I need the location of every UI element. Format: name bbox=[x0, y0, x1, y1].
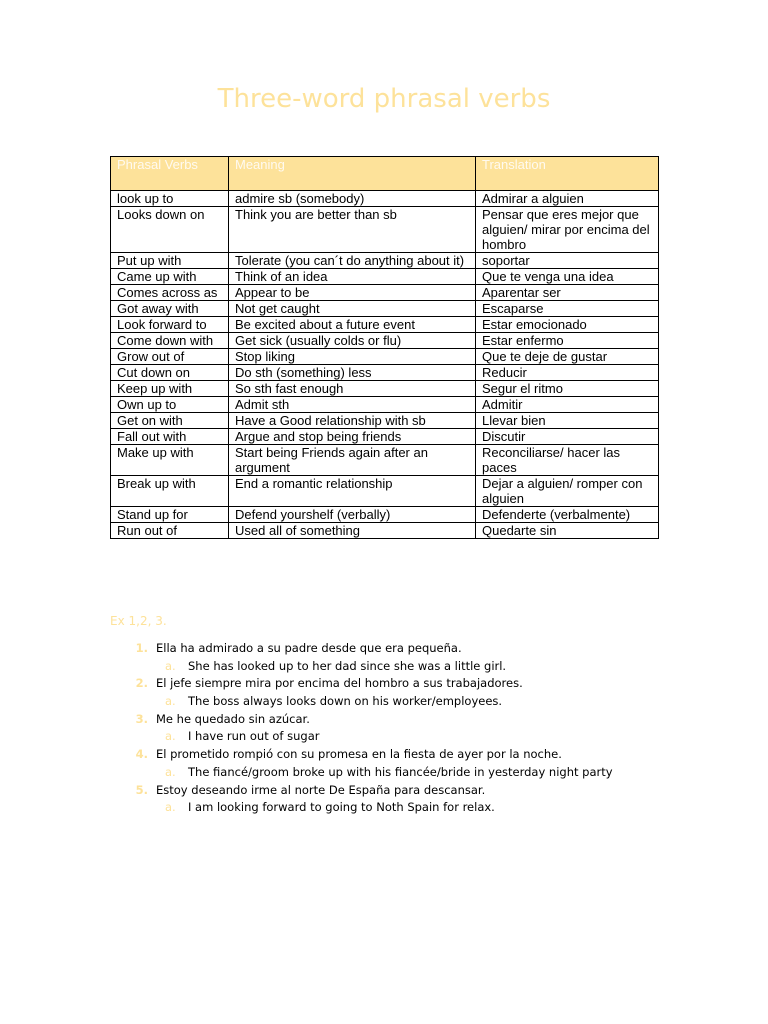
cell-translation: Llevar bien bbox=[476, 413, 659, 429]
cell-translation: Escaparse bbox=[476, 301, 659, 317]
cell-meaning: Get sick (usually colds or flu) bbox=[229, 333, 476, 349]
cell-meaning: Not get caught bbox=[229, 301, 476, 317]
exercise-label: Ex 1,2, 3. bbox=[110, 614, 167, 628]
cell-translation: Que te venga una idea bbox=[476, 269, 659, 285]
exercise-english-translation: She has looked up to her dad since she was a little girl. bbox=[188, 658, 507, 673]
exercise-answer bbox=[0, 765, 768, 783]
exercise-item bbox=[0, 747, 768, 765]
cell-meaning: Start being Friends again after an argument bbox=[229, 445, 476, 476]
table-row bbox=[111, 191, 659, 207]
cell-translation: Aparentar ser bbox=[476, 285, 659, 301]
exercise-item bbox=[0, 676, 768, 694]
cell-phrasal-verb: Put up with bbox=[111, 253, 229, 269]
cell-phrasal-verb: look up to bbox=[111, 191, 229, 207]
cell-phrasal-verb: Grow out of bbox=[111, 349, 229, 365]
exercise-number: 4. bbox=[135, 747, 148, 762]
table-row bbox=[111, 507, 659, 523]
answer-letter: a. bbox=[165, 800, 176, 815]
cell-translation: Admitir bbox=[476, 397, 659, 413]
cell-phrasal-verb: Comes across as bbox=[111, 285, 229, 301]
exercise-list bbox=[0, 641, 768, 818]
exercise-number: 1. bbox=[135, 641, 148, 655]
page-title: Three-word phrasal verbs bbox=[217, 84, 551, 114]
exercise-answer bbox=[0, 729, 768, 747]
answer-letter: a. bbox=[165, 694, 176, 709]
table-header-row bbox=[111, 157, 659, 191]
table-row bbox=[111, 413, 659, 429]
cell-meaning: admire sb (somebody) bbox=[229, 191, 476, 207]
cell-meaning: Do sth (something) less bbox=[229, 365, 476, 381]
cell-meaning: Think you are better than sb bbox=[229, 207, 476, 253]
cell-meaning: Stop liking bbox=[229, 349, 476, 365]
table-row bbox=[111, 397, 659, 413]
exercise-number: 5. bbox=[135, 782, 148, 797]
exercise-english-translation: The boss always looks down on his worker/employees. bbox=[188, 694, 503, 709]
table-row bbox=[111, 333, 659, 349]
cell-phrasal-verb: Fall out with bbox=[111, 429, 229, 445]
header-translation: Translation bbox=[476, 157, 659, 191]
cell-phrasal-verb: Cut down on bbox=[111, 365, 229, 381]
cell-translation: Estar enfermo bbox=[476, 333, 659, 349]
cell-meaning: Admit sth bbox=[229, 397, 476, 413]
cell-phrasal-verb: Break up with bbox=[111, 476, 229, 507]
header-phrasal-verbs: Phrasal Verbs bbox=[111, 157, 229, 191]
exercise-number: 3. bbox=[135, 711, 148, 726]
table-row bbox=[111, 349, 659, 365]
exercise-number: 2. bbox=[135, 676, 148, 691]
table-row bbox=[111, 523, 659, 539]
table-row bbox=[111, 445, 659, 476]
cell-translation: Que te deje de gustar bbox=[476, 349, 659, 365]
table-row bbox=[111, 253, 659, 269]
cell-meaning: So sth fast enough bbox=[229, 381, 476, 397]
cell-phrasal-verb: Stand up for bbox=[111, 507, 229, 523]
exercise-spanish-sentence: El prometido rompió con su promesa en la fiesta de ayer por la noche. bbox=[156, 747, 562, 762]
cell-phrasal-verb: Make up with bbox=[111, 445, 229, 476]
table-body bbox=[111, 191, 659, 539]
cell-phrasal-verb: Looks down on bbox=[111, 207, 229, 253]
cell-meaning: Defend yourshelf (verbally) bbox=[229, 507, 476, 523]
cell-meaning: Be excited about a future event bbox=[229, 317, 476, 333]
cell-meaning: Have a Good relationship with sb bbox=[229, 413, 476, 429]
table-row bbox=[111, 476, 659, 507]
cell-phrasal-verb: Get on with bbox=[111, 413, 229, 429]
cell-translation: Estar emocionado bbox=[476, 317, 659, 333]
header-meaning: Meaning bbox=[229, 157, 476, 191]
cell-phrasal-verb: Own up to bbox=[111, 397, 229, 413]
exercise-answer bbox=[0, 800, 768, 818]
table-row bbox=[111, 365, 659, 381]
cell-phrasal-verb: Look forward to bbox=[111, 317, 229, 333]
exercise-item bbox=[0, 712, 768, 730]
cell-phrasal-verb: Got away with bbox=[111, 301, 229, 317]
cell-meaning: Appear to be bbox=[229, 285, 476, 301]
table-row bbox=[111, 317, 659, 333]
exercise-spanish-sentence: El jefe siempre mira por encima del hombro a sus trabajadores. bbox=[156, 676, 523, 691]
cell-translation: Dejar a alguien/ romper con alguien bbox=[476, 476, 659, 507]
cell-translation: soportar bbox=[476, 253, 659, 269]
exercise-english-translation: I am looking forward to going to Noth Spain for relax. bbox=[188, 800, 495, 815]
table-row bbox=[111, 285, 659, 301]
cell-translation: Reconciliarse/ hacer las paces bbox=[476, 445, 659, 476]
cell-translation: Admirar a alguien bbox=[476, 191, 659, 207]
cell-translation: Quedarte sin bbox=[476, 523, 659, 539]
table-row bbox=[111, 301, 659, 317]
cell-meaning: Tolerate (you can´t do anything about it) bbox=[229, 253, 476, 269]
cell-phrasal-verb: Come down with bbox=[111, 333, 229, 349]
cell-translation: Pensar que eres mejor que alguien/ mirar por encima del hombro bbox=[476, 207, 659, 253]
answer-letter: a. bbox=[165, 729, 176, 744]
exercise-spanish-sentence: Ella ha admirado a su padre desde que era pequeña. bbox=[156, 641, 462, 655]
exercise-answer bbox=[0, 659, 768, 677]
cell-translation: Segur el ritmo bbox=[476, 381, 659, 397]
exercise-english-translation: The fiancé/groom broke up with his fiancée/bride in yesterday night party bbox=[188, 764, 613, 779]
cell-phrasal-verb: Came up with bbox=[111, 269, 229, 285]
table-row bbox=[111, 381, 659, 397]
phrasal-verbs-table bbox=[110, 156, 659, 539]
exercise-item bbox=[0, 783, 768, 801]
cell-translation: Reducir bbox=[476, 365, 659, 381]
cell-translation: Discutir bbox=[476, 429, 659, 445]
cell-phrasal-verb: Keep up with bbox=[111, 381, 229, 397]
table-row bbox=[111, 207, 659, 253]
answer-letter: a. bbox=[165, 764, 176, 779]
cell-translation: Defenderte (verbalmente) bbox=[476, 507, 659, 523]
table-row bbox=[111, 429, 659, 445]
cell-meaning: Argue and stop being friends bbox=[229, 429, 476, 445]
table-row bbox=[111, 269, 659, 285]
exercise-english-translation: I have run out of sugar bbox=[188, 729, 320, 744]
cell-meaning: Used all of something bbox=[229, 523, 476, 539]
exercise-spanish-sentence: Estoy deseando irme al norte De España para descansar. bbox=[156, 782, 486, 797]
answer-letter: a. bbox=[165, 658, 176, 673]
cell-meaning: End a romantic relationship bbox=[229, 476, 476, 507]
cell-phrasal-verb: Run out of bbox=[111, 523, 229, 539]
cell-meaning: Think of an idea bbox=[229, 269, 476, 285]
exercise-spanish-sentence: Me he quedado sin azúcar. bbox=[156, 711, 310, 726]
exercise-answer bbox=[0, 694, 768, 712]
exercise-item bbox=[0, 641, 768, 659]
